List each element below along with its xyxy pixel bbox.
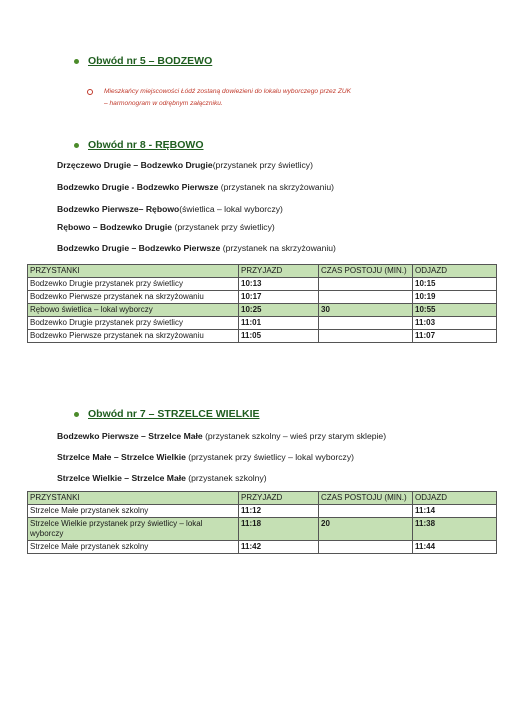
section-5-heading: Obwód nr 5 – BODZEWO bbox=[74, 55, 212, 67]
route-line: Strzelce Wielkie – Strzelce Małe (przystanek szkolny) bbox=[57, 473, 267, 483]
table-row: Strzelce Małe przystanek szkolny 11:42 11:44 bbox=[28, 541, 497, 554]
route-line: Bodzewko Drugie - Bodzewko Pierwsze (przystanek na skrzyżowaniu) bbox=[57, 182, 334, 192]
route-line: Bodzewko Pierwsze – Strzelce Małe (przystanek szkolny – wieś przy starym sklepie) bbox=[57, 431, 387, 441]
bullet-icon bbox=[74, 412, 79, 417]
table-header-row: PRZYSTANKI PRZYJAZD CZAS POSTOJU (MIN.) ODJAZD bbox=[28, 492, 497, 505]
route-line: Drzęczewo Drugie – Bodzewko Drugie(przystanek przy świetlicy) bbox=[57, 160, 313, 170]
bullet-icon bbox=[74, 143, 79, 148]
bullet-icon bbox=[74, 59, 79, 64]
table-row-highlighted: Rębowo świetlica – lokal wyborczy 10:25 30 10:55 bbox=[28, 304, 497, 317]
route-line: Strzelce Małe – Strzelce Wielkie (przystanek przy świetlicy – lokal wyborczy) bbox=[57, 452, 355, 462]
section-8-heading: Obwód nr 8 - RĘBOWO bbox=[74, 139, 204, 151]
circle-bullet-icon bbox=[87, 89, 93, 95]
table-row: Bodzewko Pierwsze przystanek na skrzyżowaniu 10:17 10:19 bbox=[28, 291, 497, 304]
route-line: Bodzewko Pierwsze– Rębowo(świetlica – lokal wyborczy) bbox=[57, 204, 283, 214]
route-line: Rębowo – Bodzewko Drugie (przystanek przy świetlicy) bbox=[57, 222, 275, 232]
table-row: Bodzewko Drugie przystanek przy świetlicy 10:13 10:15 bbox=[28, 278, 497, 291]
section-7-schedule-table bbox=[27, 491, 497, 554]
table-row: Strzelce Małe przystanek szkolny 11:12 11:14 bbox=[28, 505, 497, 518]
table-row-highlighted: Strzelce Wielkie przystanek przy świetlicy – lokal wyborczy 11:18 20 11:38 bbox=[28, 518, 497, 541]
section-8-schedule-table bbox=[27, 264, 497, 343]
section-7-heading: Obwód nr 7 – STRZELCE WIELKIE bbox=[74, 408, 260, 420]
route-line: Bodzewko Drugie – Bodzewko Pierwsze (przystanek na skrzyżowaniu) bbox=[57, 243, 336, 253]
table-header-row: PRZYSTANKI PRZYJAZD CZAS POSTOJU (MIN.) ODJAZD bbox=[28, 265, 497, 278]
section-5-note: Mieszkańcy miejscowości Łódź zostaną dowiezieni do lokalu wyborczego przez ZUK – harmonogram w odrębnym załączniku. bbox=[90, 86, 351, 110]
table-row: Bodzewko Drugie przystanek przy świetlicy 11:01 11:03 bbox=[28, 317, 497, 330]
table-row: Bodzewko Pierwsze przystanek na skrzyżowaniu 11:05 11:07 bbox=[28, 330, 497, 343]
